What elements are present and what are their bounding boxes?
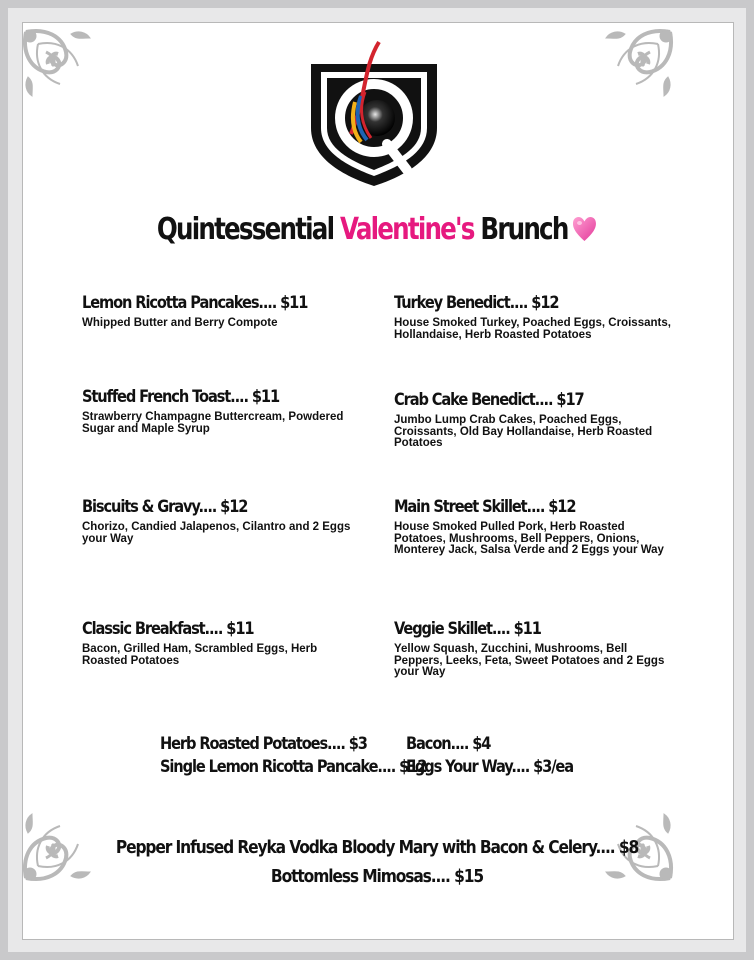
title-part-brunch: Brunch <box>473 212 568 247</box>
menu-item-description: Strawberry Champagne Buttercream, Powdered Sugar and Maple Syrup <box>82 411 344 435</box>
menu-item-turkey-benedict <box>394 292 674 341</box>
drink-bloody-mary: Pepper Infused Reyka Vodka Bloody Mary with Bacon & Celery.... $8 <box>115 837 639 858</box>
menu-item-description: Yellow Squash, Zucchini, Mushrooms, Bell Peppers, Leeks, Feta, Sweet Potatoes and 2 Eggs your Way <box>394 643 665 678</box>
drink-bottomless-mimosas: Bottomless Mimosas.... $15 <box>270 866 484 887</box>
menu-item-name: Stuffed French Toast.... $11 <box>82 387 280 407</box>
sides-left <box>160 733 426 779</box>
menu-item-main-street-skillet <box>394 496 674 557</box>
menu-item-lemon-ricotta-pancakes <box>82 292 357 330</box>
menu-item-name: Classic Breakfast.... $11 <box>82 619 254 639</box>
side-item-eggs-your-way: Eggs Your Way.... $3/ea <box>406 757 573 777</box>
menu-item-description: House Smoked Turkey, Poached Eggs, Croissants, Hollandaise, Herb Roasted Potatoes <box>394 317 671 341</box>
side-item-herb-roasted-potatoes: Herb Roasted Potatoes.... $3 <box>160 734 367 754</box>
menu-item-name: Biscuits & Gravy.... $12 <box>82 497 248 517</box>
q-shield-logo-icon <box>305 38 443 188</box>
title-part-quintessential: Quintessential <box>156 212 340 247</box>
menu-item-veggie-skillet <box>394 618 674 679</box>
menu-item-description: Whipped Butter and Berry Compote <box>82 317 278 329</box>
sides-right <box>406 733 573 779</box>
menu-item-classic-breakfast <box>82 618 357 667</box>
menu-item-name: Crab Cake Benedict.... $17 <box>394 390 584 410</box>
scroll-ornament-icon <box>590 22 680 112</box>
menu-item-stuffed-french-toast <box>82 386 357 435</box>
menu-item-name: Veggie Skillet.... $11 <box>394 619 541 639</box>
side-item-bacon: Bacon.... $4 <box>406 734 491 754</box>
title-part-valentines: Valentine's <box>339 212 474 247</box>
menu-item-description: Chorizo, Candied Jalapenos, Cilantro and 2 Eggs your Way <box>82 521 351 545</box>
menu-item-description: Jumbo Lump Crab Cakes, Poached Eggs, Croissants, Old Bay Hollandaise, Herb Roasted Potatoes <box>394 414 653 449</box>
menu-item-name: Main Street Skillet.... $12 <box>394 497 576 517</box>
menu-item-crab-cake-benedict <box>394 389 674 450</box>
menu-item-biscuits-gravy <box>82 496 357 545</box>
scroll-ornament-icon <box>16 22 106 112</box>
menu-item-description: Bacon, Grilled Ham, Scrambled Eggs, Herb Roasted Potatoes <box>82 643 318 667</box>
menu-title <box>68 212 686 247</box>
menu-item-name: Turkey Benedict.... $12 <box>394 293 559 313</box>
side-item-single-pancake: Single Lemon Ricotta Pancake.... $12 <box>160 757 427 777</box>
menu-item-name: Lemon Ricotta Pancakes.... $11 <box>82 293 308 313</box>
menu-item-description: House Smoked Pulled Pork, Herb Roasted Potatoes, Mushrooms, Bell Peppers, Onions, Monterey Jack, Salsa Verde and 2 Eggs your Way <box>394 521 664 556</box>
heart-icon <box>572 215 597 241</box>
